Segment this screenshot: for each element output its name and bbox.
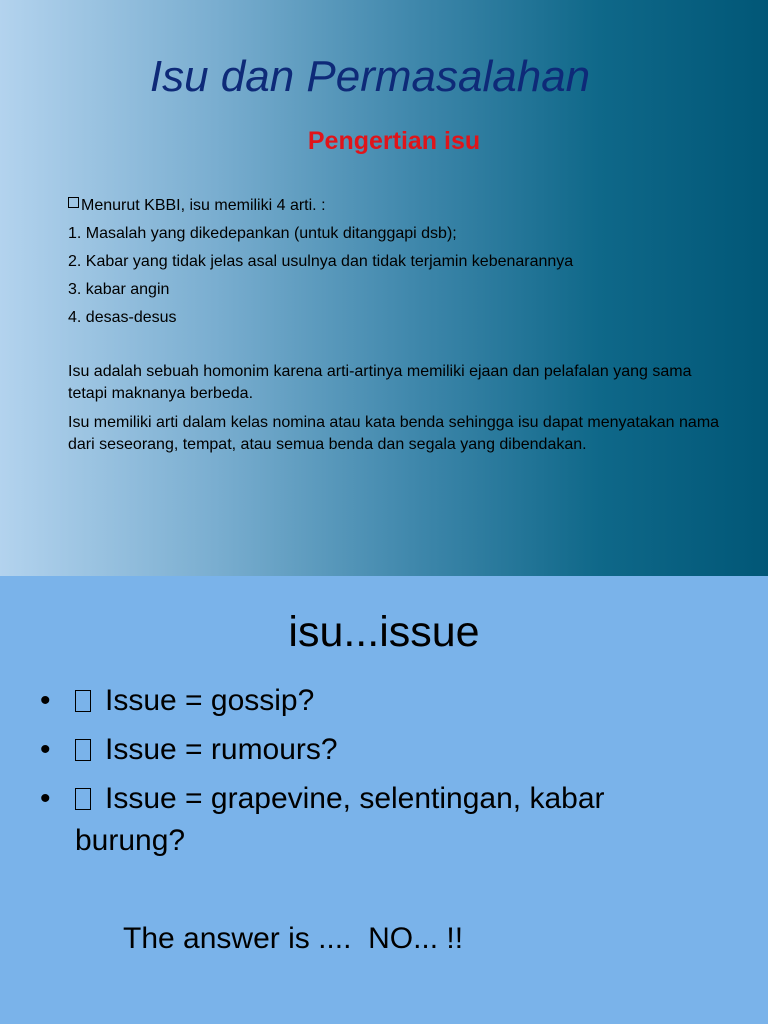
bullet-text: Issue = gossip? xyxy=(105,684,315,717)
missing-glyph-box-icon xyxy=(75,739,91,761)
missing-glyph-box-icon xyxy=(75,788,91,810)
slide-title: isu...issue xyxy=(288,608,480,656)
bullet-item xyxy=(0,680,715,722)
slide-title: Isu dan Permasalahan xyxy=(149,52,591,101)
answer-text: The answer is .... NO... !! xyxy=(123,922,464,955)
definition-list xyxy=(68,195,728,335)
bullet-dot-icon: • xyxy=(40,684,51,717)
list-intro xyxy=(68,195,728,223)
list-item: 1. Masalah yang dikedepankan (untuk ditanggapi dsb); xyxy=(68,225,457,242)
bullet-item xyxy=(0,778,715,862)
list-item: 2. Kabar yang tidak jelas asal usulnya dan tidak terjamin kebenarannya xyxy=(68,253,574,270)
slide-subtitle: Pengertian isu xyxy=(307,127,481,155)
list-intro-text: Menurut KBBI, isu memiliki 4 arti. : xyxy=(81,197,326,214)
paragraph-homonym: Isu adalah sebuah homonim karena arti-artinya memiliki ejaan dan pelafalan yang sama tetapi maknanya berbeda. xyxy=(68,363,692,402)
bullet-text: Issue = rumours? xyxy=(105,733,338,766)
bullet-dot-icon: • xyxy=(40,733,51,766)
list-item: 3. kabar angin xyxy=(68,281,170,298)
bullet-list xyxy=(0,680,768,869)
list-item: 4. desas-desus xyxy=(68,309,177,326)
missing-glyph-box-icon xyxy=(75,690,91,712)
slide-2 xyxy=(0,576,768,1024)
paragraph-nomina: Isu memiliki arti dalam kelas nomina atau kata benda sehingga isu dapat menyatakan nama dari seseorang, tempat, atau semua benda dan segala yang dibendakan. xyxy=(68,414,720,453)
bullet-dot-icon: • xyxy=(40,782,51,815)
checkbox-square-icon xyxy=(68,197,79,208)
bullet-text: Issue = grapevine, selentingan, kabar burung? xyxy=(75,782,605,857)
bullet-item xyxy=(0,729,715,771)
